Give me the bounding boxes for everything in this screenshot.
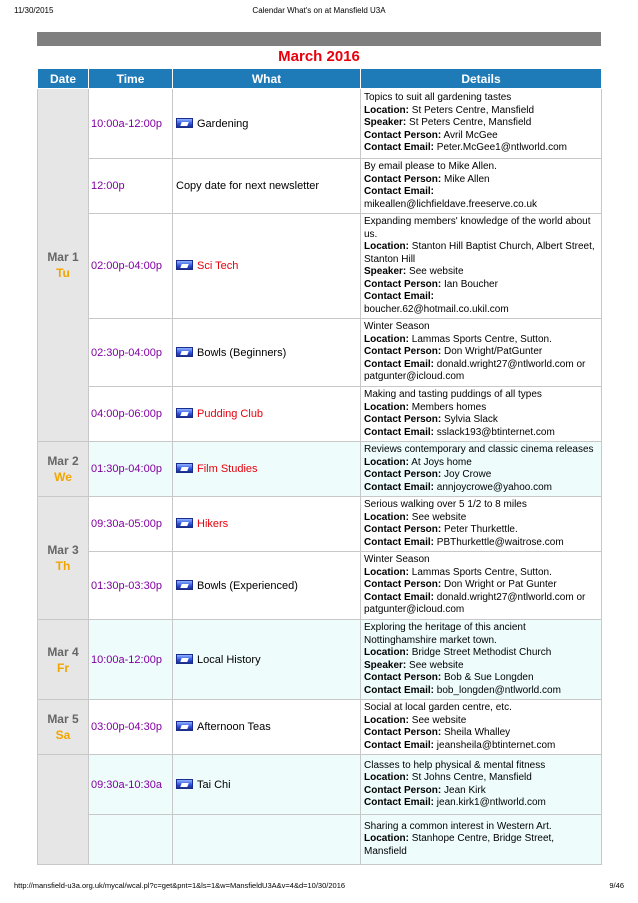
detail-text: donald.wright27@ntlworld.com or patgunter@icloud.com [364,591,586,616]
detail-line [364,512,598,525]
event-title[interactable]: Bowls (Experienced) [197,579,298,592]
detail-label: Location: [364,333,409,345]
detail-line [364,821,598,834]
detail-text: Ian Boucher [441,278,498,290]
detail-line [364,715,598,728]
detail-label: Contact Email: [364,797,435,808]
detail-text: bob_longden@ntlworld.com [434,684,561,696]
event-time[interactable]: 03:00p-04:30p [89,700,173,755]
detail-text: Don Wright or Pat Gunter [441,579,557,591]
event-time[interactable]: 10:00a-12:00p [89,620,173,700]
detail-label: Location: [364,772,409,783]
detail-line [364,579,598,592]
detail-line [364,740,598,753]
event-title-cell[interactable] [173,497,361,552]
event-row [38,755,602,815]
detail-label: Contact Email: [364,142,435,154]
detail-line [364,402,598,415]
detail-text: Sylvia Slack [441,414,498,425]
event-title[interactable]: Copy date for next newsletter [176,180,320,192]
detail-text: Expanding members' knowledge of the world about us. [364,216,591,240]
event-icon[interactable] [176,518,193,528]
event-title-cell[interactable] [173,620,361,700]
event-title[interactable]: Hikers [197,518,229,530]
day-weekday: Tu [56,266,70,280]
event-details [361,700,602,755]
detail-line [364,117,598,130]
detail-line [364,685,598,698]
detail-line [364,199,598,212]
event-time[interactable]: 10:00a-12:00p [89,89,173,159]
event-details [361,442,602,497]
detail-text: Avril McGee [441,129,498,141]
detail-line [364,334,598,347]
detail-text: See website [406,659,464,671]
event-row [38,387,602,442]
event-icon[interactable] [176,721,193,731]
day-weekday: We [54,470,72,484]
event-title[interactable]: Gardening [197,117,249,130]
event-title-cell[interactable] [173,159,361,214]
print-footer [14,881,624,895]
detail-line [364,444,598,457]
event-time[interactable] [89,815,173,865]
detail-text: St Peters Centre, Mansfield [409,104,535,116]
detail-line [364,660,598,673]
detail-text: boucher.62@hotmail.co.ukil.com [364,303,509,315]
detail-text: Winter Season [364,554,430,566]
detail-line [364,279,598,292]
detail-line [364,414,598,427]
event-row [38,89,602,159]
detail-text: Members homes [409,401,487,413]
print-url: http://mansfield-u3a.org.uk/mycal/wcal.pl?c=get&pnt=1&ls=1&w=MansfieldU3A&v=4&d=10/30/2016 [14,881,346,890]
detail-line [364,186,598,199]
detail-line [364,105,598,118]
detail-line [364,537,598,550]
day-date: Mar 4 [47,644,79,659]
detail-text: jean.kirk1@ntlworld.com [434,797,546,808]
date-cell [38,700,89,755]
day-date: Mar 1 [47,250,79,264]
detail-line [364,622,598,647]
detail-line [364,457,598,470]
event-time[interactable]: 01:30p-03:30p [89,552,173,620]
event-row [38,552,602,620]
event-row [38,319,602,387]
detail-text: Lammas Sports Centre, Sutton. [409,566,552,578]
detail-text: Mike Allen [441,173,490,185]
detail-label: Contact Person: [364,129,442,141]
detail-text: PBThurkettle@waitrose.com [434,536,564,548]
detail-label: Contact Person: [364,278,442,290]
day-date: Mar 3 [47,543,79,557]
event-title-cell[interactable] [173,319,361,387]
detail-text: St Johns Centre, Mansfield [409,772,532,783]
detail-line [364,702,598,715]
detail-label: Contact Person: [364,346,442,358]
detail-label: Contact Email: [364,684,435,696]
detail-text: mikeallen@lichfieldave.freeserve.co.uk [364,198,538,210]
day-date: Mar 2 [47,454,79,468]
event-title-cell[interactable] [173,89,361,159]
detail-text: Joy Crowe [441,469,492,480]
detail-text: By email please to Mike Allen. [364,161,497,172]
detail-text: Reviews contemporary and classic cinema releases [364,444,594,455]
detail-line [364,524,598,537]
event-time[interactable]: 02:00p-04:00p [89,214,173,319]
detail-line [364,785,598,798]
event-title[interactable]: Pudding Club [197,408,264,420]
detail-label: Contact Email: [364,536,435,548]
detail-label: Location: [364,401,409,413]
event-details [361,214,602,319]
detail-line [364,92,598,105]
detail-label: Contact Email: [364,291,435,302]
detail-text: Sharing a common interest in Western Art. [364,820,552,832]
detail-text: St Peters Centre, Mansfield [406,117,532,129]
detail-label: Location: [364,566,409,578]
event-details [361,620,602,700]
detail-text: Winter Season [364,321,430,333]
event-row [38,700,602,755]
detail-line [364,797,598,810]
detail-label: Speaker: [364,266,407,277]
event-title-cell[interactable] [173,387,361,442]
detail-label: Contact Person: [364,784,442,796]
detail-text: Making and tasting puddings of all types [364,389,542,400]
detail-line [364,389,598,402]
detail-label: Speaker: [364,117,407,129]
detail-line [364,727,598,740]
detail-line [364,592,598,617]
detail-label: Contact Email: [364,426,435,438]
event-details [361,89,602,159]
detail-label: Speaker: [364,659,407,671]
detail-label: Contact Person: [364,672,442,683]
detail-line [364,772,598,785]
detail-label: Location: [364,511,409,523]
detail-text: Stanhope Centre, Bridge Street, Mansfield [364,833,555,857]
event-icon[interactable] [176,580,193,590]
event-row [38,620,602,700]
event-title[interactable]: Bowls (Beginners) [197,346,287,359]
event-title[interactable]: Film Studies [197,463,258,475]
event-icon[interactable] [176,779,193,789]
event-icon[interactable] [176,260,193,270]
event-icon[interactable] [176,347,193,357]
detail-line [364,174,598,187]
event-icon[interactable] [176,118,193,128]
detail-line [364,241,598,266]
detail-line [364,216,598,241]
detail-text: annjoycrowe@yahoo.com [434,481,553,493]
detail-text: Exploring the heritage of this ancient Nottinghamshire market town. [364,622,526,646]
detail-line [364,161,598,174]
date-cell [38,442,89,497]
event-details [361,159,602,214]
day-weekday: Fr [57,660,69,675]
detail-text: Peter.McGee1@ntlworld.com [434,142,567,154]
event-details [361,497,602,552]
event-icon[interactable] [176,463,193,473]
event-time[interactable]: 09:30a-05:00p [89,497,173,552]
detail-line [364,554,598,567]
detail-text: At Joys home [409,456,472,468]
day-date: Mar 5 [47,712,79,726]
day-weekday: Th [55,559,71,573]
event-title-cell[interactable] [173,815,361,865]
detail-text: Bridge Street Methodist Church [409,647,552,658]
detail-line [364,346,598,359]
event-time[interactable]: 04:00p-06:00p [89,387,173,442]
event-icon[interactable] [176,654,193,664]
events-body [38,89,602,865]
event-time[interactable]: 09:30a-10:30a [89,755,173,815]
event-title-cell[interactable] [173,700,361,755]
event-row [38,214,602,319]
detail-label: Location: [364,104,409,116]
date-cell [38,89,89,442]
detail-label: Location: [364,456,409,468]
detail-text: Serious walking over 5 1/2 to 8 miles [364,499,527,510]
detail-label: Contact Email: [364,481,435,493]
print-date: 11/30/2015 [14,6,54,15]
detail-line [364,359,598,384]
column-header-time: Time [89,69,173,89]
event-row [38,442,602,497]
column-header-what: What [173,69,361,89]
detail-line [364,833,598,858]
event-row [38,815,602,865]
column-header-date: Date [38,69,89,89]
detail-label: Contact Person: [364,469,442,480]
detail-text: Social at local garden centre, etc. [364,702,512,713]
event-row [38,159,602,214]
detail-line [364,130,598,143]
event-title-cell[interactable] [173,552,361,620]
event-row [38,497,602,552]
event-title[interactable]: Tai Chi [197,778,231,791]
detail-line [364,427,598,440]
detail-text: Topics to suit all gardening tastes [364,92,512,104]
detail-label: Contact Email: [364,186,435,197]
event-title[interactable]: Afternoon Teas [197,721,271,733]
detail-label: Location: [364,714,409,726]
detail-text: Bob & Sue Longden [441,672,534,683]
detail-line [364,321,598,334]
day-weekday: Sa [55,728,71,742]
event-time[interactable]: 12:00p [89,159,173,214]
calendar [37,32,601,865]
event-details [361,387,602,442]
detail-text: donald.wright27@ntlworld.com or patgunter@icloud.com [364,358,586,383]
date-cell [38,497,89,620]
event-title[interactable]: Local History [197,653,261,666]
detail-label: Contact Person: [364,524,442,535]
event-time[interactable]: 01:30p-04:00p [89,442,173,497]
detail-line [364,647,598,660]
detail-label: Contact Person: [364,173,442,185]
detail-label: Contact Person: [364,727,442,738]
date-cell [38,755,89,865]
detail-text: Don Wright/PatGunter [441,346,543,358]
event-icon[interactable] [176,408,193,418]
detail-line [364,760,598,773]
event-details [361,815,602,865]
detail-text: sslack193@btinternet.com [434,426,555,438]
detail-text: See website [406,266,464,277]
event-details [361,755,602,815]
detail-label: Contact Person: [364,414,442,425]
detail-text: See website [409,511,467,523]
detail-text: See website [409,714,467,726]
print-header [14,6,624,20]
detail-line [364,469,598,482]
detail-label: Contact Email: [364,358,435,370]
event-title-cell[interactable] [173,442,361,497]
detail-text: Peter Thurkettle. [441,524,518,535]
detail-label: Location: [364,647,409,658]
calendar-top-bar [37,32,601,46]
detail-text: Stanton Hill Baptist Church, Albert Street, Stanton Hill [364,241,595,265]
event-title-cell[interactable] [173,214,361,319]
event-title[interactable]: Sci Tech [197,260,239,272]
detail-line [364,672,598,685]
header-row [38,69,602,89]
event-time[interactable]: 02:30p-04:00p [89,319,173,387]
detail-text: jeansheila@btinternet.com [434,739,556,751]
print-title: Calendar What's on at Mansfield U3A [252,6,386,15]
event-details [361,319,602,387]
events-table [37,68,602,865]
detail-line [364,482,598,495]
detail-line [364,499,598,512]
detail-text: Jean Kirk [441,784,486,796]
detail-label: Contact Email: [364,739,435,751]
detail-label: Location: [364,241,409,252]
detail-line [364,304,598,317]
detail-line [364,291,598,304]
detail-line [364,266,598,279]
detail-label: Contact Email: [364,591,435,603]
event-title-cell[interactable] [173,755,361,815]
page-number: 9/46 [609,881,624,890]
detail-text: Lammas Sports Centre, Sutton. [409,333,552,345]
detail-label: Location: [364,833,409,845]
detail-text: Classes to help physical & mental fitness [364,759,546,771]
detail-line [364,567,598,580]
event-details [361,552,602,620]
date-cell [38,620,89,700]
detail-line [364,142,598,155]
column-header-details: Details [361,69,602,89]
detail-label: Contact Person: [364,579,442,591]
detail-text: Sheila Whalley [441,727,511,738]
month-title: March 2016 [278,48,360,65]
